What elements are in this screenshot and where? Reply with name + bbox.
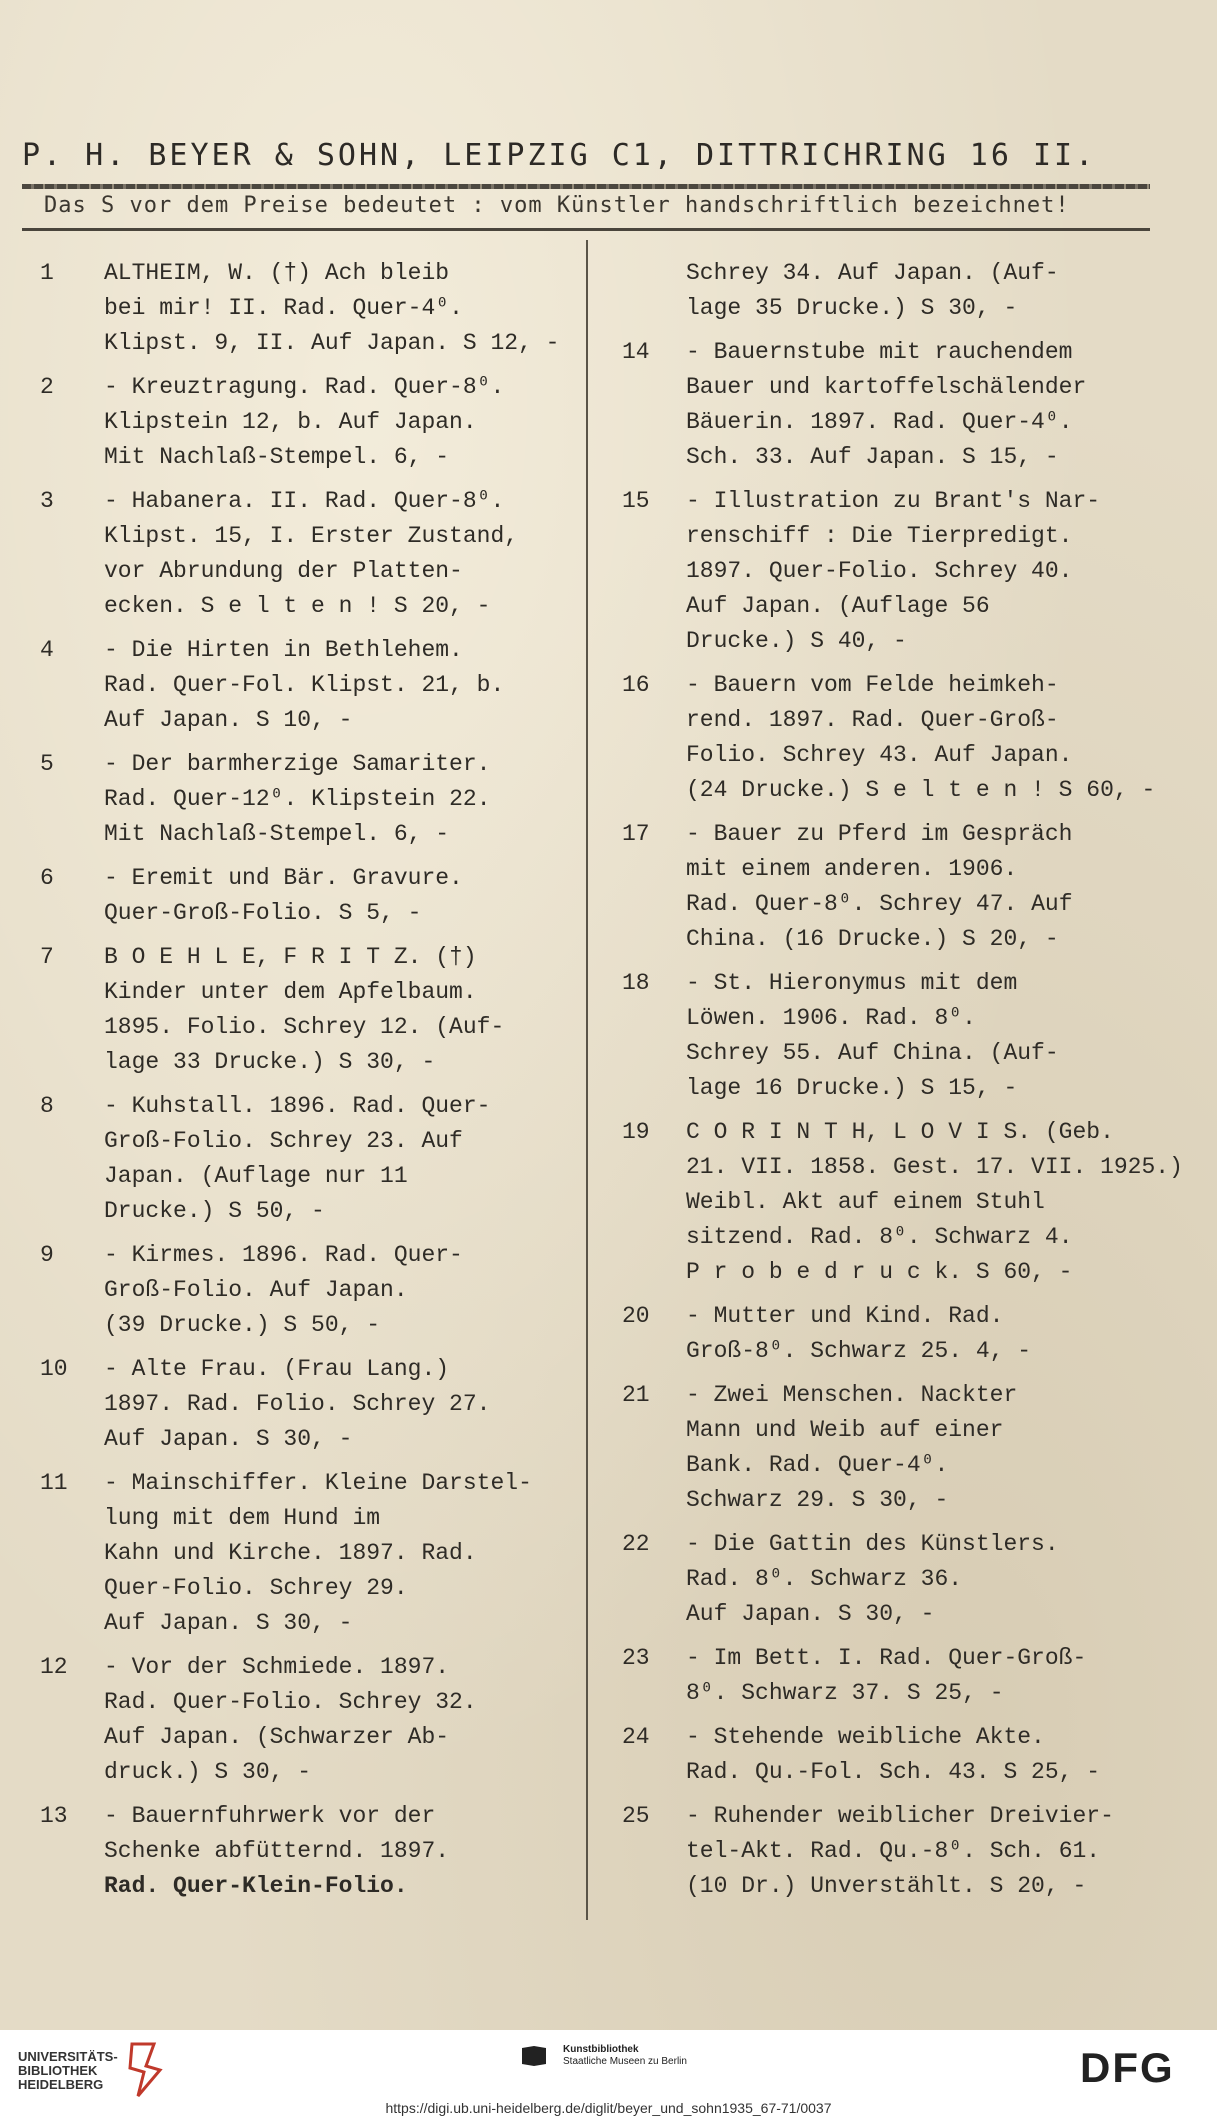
entry-line: Rad. Quer-12⁰. Klipstein 22. bbox=[104, 786, 491, 812]
entry-line: Klipst. 15, I. Erster Zustand, bbox=[104, 523, 519, 549]
dfg-logo: DFG bbox=[1080, 2044, 1175, 2091]
footer-bar bbox=[0, 2030, 1217, 2100]
entry-number: 25 bbox=[622, 1803, 650, 1829]
entry-number: 22 bbox=[622, 1531, 650, 1557]
catalog-entry-20 bbox=[622, 1299, 1142, 1369]
catalog-entry-2 bbox=[40, 370, 560, 475]
entry-line: Auf Japan. (Schwarzer Ab- bbox=[104, 1724, 450, 1750]
entry-line: lage 35 Drucke.) S 30, - bbox=[686, 295, 1018, 321]
entry-line: - Zwei Menschen. Nackter bbox=[686, 1382, 1018, 1408]
entry-line: (39 Drucke.) S 50, - bbox=[104, 1312, 381, 1338]
entry-line: Klipstein 12, b. Auf Japan. bbox=[104, 409, 477, 435]
entry-number: 9 bbox=[40, 1242, 54, 1268]
entry-line: Auf Japan. S 30, - bbox=[104, 1426, 353, 1452]
entry-line: Mit Nachlaß-Stempel. 6, - bbox=[104, 444, 450, 470]
entry-line: 21. VII. 1858. Gest. 17. VII. 1925.) bbox=[686, 1154, 1183, 1180]
entry-number: 17 bbox=[622, 821, 650, 847]
kunstbibliothek-icon bbox=[520, 2044, 548, 2068]
continuation-entry-13 bbox=[622, 256, 1142, 326]
entry-line: Löwen. 1906. Rad. 8⁰. bbox=[686, 1005, 976, 1031]
catalog-entry-22 bbox=[622, 1527, 1142, 1632]
entry-line: - Bauern vom Felde heimkeh- bbox=[686, 672, 1059, 698]
entry-line: Rad. Quer-8⁰. Schrey 47. Auf bbox=[686, 891, 1073, 917]
university-logo-icon bbox=[126, 2040, 166, 2098]
entry-line: - Eremit und Bär. Gravure. bbox=[104, 865, 463, 891]
entry-line: Rad. 8⁰. Schwarz 36. bbox=[686, 1566, 963, 1592]
catalog-entry-6 bbox=[40, 861, 560, 931]
entry-line: Kinder unter dem Apfelbaum. bbox=[104, 979, 477, 1005]
entry-line: Groß-Folio. Auf Japan. bbox=[104, 1277, 408, 1303]
entry-line: rend. 1897. Rad. Quer-Groß- bbox=[686, 707, 1059, 733]
source-url[interactable]: https://digi.ub.uni-heidelberg.de/diglit/beyer_und_sohn1935_67-71/0037 bbox=[0, 2100, 1217, 2117]
catalog-entry-3 bbox=[40, 484, 560, 624]
entry-line: B O E H L E, F R I T Z. (†) bbox=[104, 944, 477, 970]
entry-line: Klipst. 9, II. Auf Japan. S 12, - bbox=[104, 330, 560, 356]
entry-line: - Bauernstube mit rauchendem bbox=[686, 339, 1073, 365]
entry-number: 7 bbox=[40, 944, 54, 970]
entry-line: - Vor der Schmiede. 1897. bbox=[104, 1654, 450, 1680]
entry-line: - Im Bett. I. Rad. Quer-Groß- bbox=[686, 1645, 1087, 1671]
entry-line: (10 Dr.) Unverstählt. S 20, - bbox=[686, 1873, 1087, 1899]
entry-line: (24 Drucke.) S e l t e n ! S 60, - bbox=[686, 777, 1156, 803]
entry-number: 21 bbox=[622, 1382, 650, 1408]
entry-line: Schrey 34. Auf Japan. (Auf- bbox=[686, 260, 1059, 286]
entry-line: ecken. S e l t e n ! S 20, - bbox=[104, 593, 491, 619]
kunstbibliothek-name: Kunstbibliothek bbox=[563, 2044, 639, 2055]
entry-line: Schrey 55. Auf China. (Auf- bbox=[686, 1040, 1059, 1066]
catalog-entry-14 bbox=[622, 335, 1142, 475]
entry-line: - Alte Frau. (Frau Lang.) bbox=[104, 1356, 450, 1382]
entry-line: - Mutter und Kind. Rad. bbox=[686, 1303, 1004, 1329]
entry-line: Rad. Quer-Fol. Klipst. 21, b. bbox=[104, 672, 505, 698]
entry-line: tel-Akt. Rad. Qu.-8⁰. Sch. 61. bbox=[686, 1838, 1101, 1864]
entry-line: vor Abrundung der Platten- bbox=[104, 558, 463, 584]
entry-number: 6 bbox=[40, 865, 54, 891]
entry-line: 1897. Rad. Folio. Schrey 27. bbox=[104, 1391, 491, 1417]
entry-line: Quer-Groß-Folio. S 5, - bbox=[104, 900, 422, 926]
entry-line: bei mir! II. Rad. Quer-4⁰. bbox=[104, 295, 463, 321]
entry-line: Kahn und Kirche. 1897. Rad. bbox=[104, 1540, 477, 1566]
entry-line: - Habanera. II. Rad. Quer-8⁰. bbox=[104, 488, 505, 514]
entry-number: 20 bbox=[622, 1303, 650, 1329]
entry-line: mit einem anderen. 1906. bbox=[686, 856, 1018, 882]
catalog-entry-25 bbox=[622, 1799, 1142, 1904]
catalog-entry-17 bbox=[622, 817, 1142, 957]
entry-line: - Stehende weibliche Akte. bbox=[686, 1724, 1045, 1750]
entry-line: 1895. Folio. Schrey 12. (Auf- bbox=[104, 1014, 505, 1040]
entry-line: Quer-Folio. Schrey 29. bbox=[104, 1575, 408, 1601]
catalog-entry-8 bbox=[40, 1089, 560, 1229]
entry-number: 14 bbox=[622, 339, 650, 365]
entry-number: 23 bbox=[622, 1645, 650, 1671]
entry-line: - Die Gattin des Künstlers. bbox=[686, 1531, 1059, 1557]
kunstbibliothek-logo bbox=[563, 2044, 687, 2068]
entry-line: Schenke abfütternd. 1897. bbox=[104, 1838, 450, 1864]
entry-line: Rad. Qu.-Fol. Sch. 43. S 25, - bbox=[686, 1759, 1101, 1785]
entry-number: 1 bbox=[40, 260, 54, 286]
entry-line: druck.) S 30, - bbox=[104, 1759, 312, 1785]
entry-line: - Bauer zu Pferd im Gespräch bbox=[686, 821, 1073, 847]
entry-line: Japan. (Auflage nur 11 bbox=[104, 1163, 408, 1189]
entry-line: - Die Hirten in Bethlehem. bbox=[104, 637, 463, 663]
entry-line: Rad. Quer-Folio. Schrey 32. bbox=[104, 1689, 477, 1715]
kunstbibliothek-sub: Staatliche Museen zu Berlin bbox=[563, 2056, 687, 2067]
entry-line: lung mit dem Hund im bbox=[104, 1505, 381, 1531]
catalog-entry-24 bbox=[622, 1720, 1142, 1790]
right-column bbox=[622, 256, 1183, 1913]
entry-number: 5 bbox=[40, 751, 54, 777]
entry-number: 12 bbox=[40, 1654, 68, 1680]
catalog-entry-21 bbox=[622, 1378, 1142, 1518]
entry-line: Auf Japan. (Auflage 56 bbox=[686, 593, 990, 619]
university-library-logo-text bbox=[18, 2050, 118, 2092]
entry-number: 18 bbox=[622, 970, 650, 996]
entry-number: 11 bbox=[40, 1470, 68, 1496]
entry-number: 2 bbox=[40, 374, 54, 400]
catalog-entry-9 bbox=[40, 1238, 560, 1343]
entry-line: Mann und Weib auf einer bbox=[686, 1417, 1004, 1443]
header-rule bbox=[22, 184, 1150, 189]
left-column bbox=[40, 256, 560, 1913]
entry-line: Drucke.) S 40, - bbox=[686, 628, 907, 654]
catalog-entry-11 bbox=[40, 1466, 560, 1641]
catalog-entry-7 bbox=[40, 940, 560, 1080]
entry-number: 19 bbox=[622, 1119, 650, 1145]
entry-line: Auf Japan. S 10, - bbox=[104, 707, 353, 733]
entry-line: lage 16 Drucke.) S 15, - bbox=[686, 1075, 1018, 1101]
entry-line: - Bauernfuhrwerk vor der bbox=[104, 1803, 436, 1829]
entry-line: lage 33 Drucke.) S 30, - bbox=[104, 1049, 436, 1075]
entry-number: 15 bbox=[622, 488, 650, 514]
entry-line: 1897. Quer-Folio. Schrey 40. bbox=[686, 558, 1073, 584]
university-line-2: BIBLIOTHEK bbox=[18, 2063, 98, 2078]
university-line-1: UNIVERSITÄTS- bbox=[18, 2049, 118, 2064]
entry-number: 10 bbox=[40, 1356, 68, 1382]
entry-line: Sch. 33. Auf Japan. S 15, - bbox=[686, 444, 1059, 470]
catalog-entry-13 bbox=[40, 1799, 560, 1904]
catalog-entry-15 bbox=[622, 484, 1142, 659]
entry-line: Auf Japan. S 30, - bbox=[686, 1601, 935, 1627]
entry-line: Bank. Rad. Quer-4⁰. bbox=[686, 1452, 949, 1478]
entry-line: - Der barmherzige Samariter. bbox=[104, 751, 491, 777]
entry-line: Folio. Schrey 43. Auf Japan. bbox=[686, 742, 1073, 768]
entry-line: - Kreuztragung. Rad. Quer-8⁰. bbox=[104, 374, 505, 400]
entry-number: 3 bbox=[40, 488, 54, 514]
entry-number: 8 bbox=[40, 1093, 54, 1119]
entry-line: Schwarz 29. S 30, - bbox=[686, 1487, 949, 1513]
entry-number: 4 bbox=[40, 637, 54, 663]
entry-line: - Mainschiffer. Kleine Darstel- bbox=[104, 1470, 532, 1496]
entry-line: - Kuhstall. 1896. Rad. Quer- bbox=[104, 1093, 491, 1119]
column-divider bbox=[586, 240, 588, 1920]
entry-number: 24 bbox=[622, 1724, 650, 1750]
header-underline bbox=[22, 228, 1150, 231]
entry-line: - Illustration zu Brant's Nar- bbox=[686, 488, 1101, 514]
university-line-3: HEIDELBERG bbox=[18, 2077, 104, 2092]
entry-line: Bauer und kartoffelschälender bbox=[686, 374, 1087, 400]
entry-line: - St. Hieronymus mit dem bbox=[686, 970, 1018, 996]
entry-line: Groß-Folio. Schrey 23. Auf bbox=[104, 1128, 463, 1154]
entry-line: ALTHEIM, W. (†) Ach bleib bbox=[104, 260, 450, 286]
catalog-entry-10 bbox=[40, 1352, 560, 1457]
entry-line: Bäuerin. 1897. Rad. Quer-4⁰. bbox=[686, 409, 1073, 435]
entry-line: China. (16 Drucke.) S 20, - bbox=[686, 926, 1059, 952]
header-note: Das S vor dem Preise bedeutet : vom Künstler handschriftlich bezeichnet! bbox=[44, 193, 1070, 218]
catalog-entry-18 bbox=[622, 966, 1142, 1106]
entry-line: renschiff : Die Tierpredigt. bbox=[686, 523, 1073, 549]
catalog-entry-16 bbox=[622, 668, 1156, 808]
entry-line: sitzend. Rad. 8⁰. Schwarz 4. bbox=[686, 1224, 1073, 1250]
page-header: P. H. BEYER & SOHN, LEIPZIG C1, DITTRICHRING 16 II. bbox=[22, 138, 1097, 173]
entry-number: 13 bbox=[40, 1803, 68, 1829]
entry-line: Auf Japan. S 30, - bbox=[104, 1610, 353, 1636]
catalog-entry-5 bbox=[40, 747, 560, 852]
entry-number: 16 bbox=[622, 672, 650, 698]
entry-line: - Kirmes. 1896. Rad. Quer- bbox=[104, 1242, 463, 1268]
catalog-entry-4 bbox=[40, 633, 560, 738]
entry-line: Mit Nachlaß-Stempel. 6, - bbox=[104, 821, 450, 847]
entry-line: Groß-8⁰. Schwarz 25. 4, - bbox=[686, 1338, 1032, 1364]
entry-line: - Ruhender weiblicher Dreivier- bbox=[686, 1803, 1114, 1829]
catalog-entry-12 bbox=[40, 1650, 560, 1790]
entry-line: 8⁰. Schwarz 37. S 25, - bbox=[686, 1680, 1004, 1706]
entry-line: C O R I N T H, L O V I S. (Geb. bbox=[686, 1119, 1114, 1145]
entry-line: Weibl. Akt auf einem Stuhl bbox=[686, 1189, 1045, 1215]
entry-line: Rad. Quer-Klein-Folio. bbox=[104, 1873, 408, 1899]
catalog-entry-1 bbox=[40, 256, 560, 361]
entry-line: P r o b e d r u c k. S 60, - bbox=[686, 1259, 1073, 1285]
entry-line: Drucke.) S 50, - bbox=[104, 1198, 325, 1224]
catalog-entry-19 bbox=[622, 1115, 1183, 1290]
catalog-entry-23 bbox=[622, 1641, 1142, 1711]
